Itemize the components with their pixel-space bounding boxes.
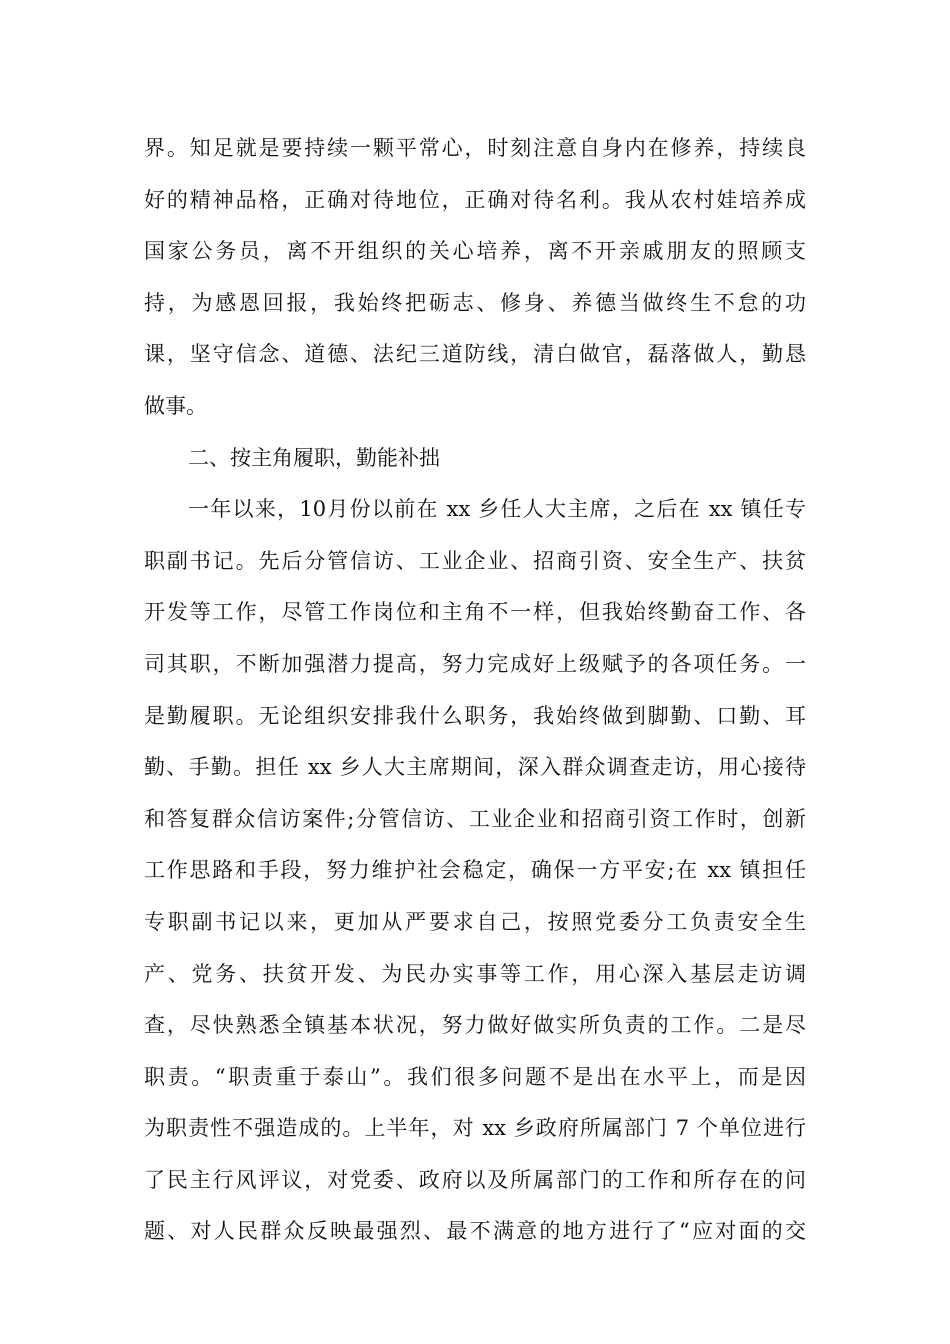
text-line: 界。知足就是要持续一颗平常心，时刻注意自身内在修养，持续良 [144,136,806,160]
text-line: 课，坚守信念、道德、法纪三道防线，清白做官，磊落做人，勤恳 [144,342,806,367]
text-line: 和答复群众信访案件;分管信访、工业企业和招商引资工作时，创新 [144,806,806,831]
text-line: 为职责性不强造成的。上半年，对 xx 乡政府所属部门 7 个单位进行 [144,1116,806,1141]
text-line: 持，为感恩回报，我始终把砺志、修身、养德当做终生不怠的功 [144,290,806,315]
text-line: 工作思路和手段，努力维护社会稳定，确保一方平安;在 xx 镇担任 [144,858,806,883]
text-line: 专职副书记以来，更加从严要求自己，按照党委分工负责安全生 [144,909,806,934]
text-line: 一年以来，10月份以前在 xx 乡任人大主席，之后在 xx 镇任专 [188,497,806,522]
text-line: 司其职，不断加强潜力提高，努力完成好上级赋予的各项任务。一 [144,651,806,676]
section-heading: 二、按主角履职，勤能补拙 [188,445,440,470]
text-line: 开发等工作，尽管工作岗位和主角不一样，但我始终勤奋工作、各 [144,600,806,625]
text-line: 职副书记。先后分管信访、工业企业、招商引资、安全生产、扶贫 [144,548,806,573]
text-line: 好的精神品格，正确对待地位，正确对待名利。我从农村娃培养成 [144,187,806,212]
text-line: 是勤履职。无论组织安排我什么职务，我始终做到脚勤、口勤、耳 [144,703,806,728]
text-line: 国家公务员，离不开组织的关心培养，离不开亲戚朋友的照顾支 [144,239,806,264]
text-line: 查，尽快熟悉全镇基本状况，努力做好做实所负责的工作。二是尽 [144,1013,806,1038]
text-line: 产、党务、扶贫开发、为民办实事等工作，用心深入基层走访调 [144,961,806,986]
text-line: 勤、手勤。担任 xx 乡人大主席期间，深入群众调查走访，用心接待 [144,755,806,780]
text-line: 题、对人民群众反映最强烈、最不满意的地方进行了“应对面的交 [144,1219,806,1244]
body-text [144,128,806,1263]
text-line: 做事。 [144,393,207,418]
text-line: 了民主行风评议，对党委、政府以及所属部门的工作和所存在的问 [144,1167,806,1192]
text-line: 职责。“职责重于泰山”。我们很多问题不是出在水平上，而是因 [144,1064,806,1089]
